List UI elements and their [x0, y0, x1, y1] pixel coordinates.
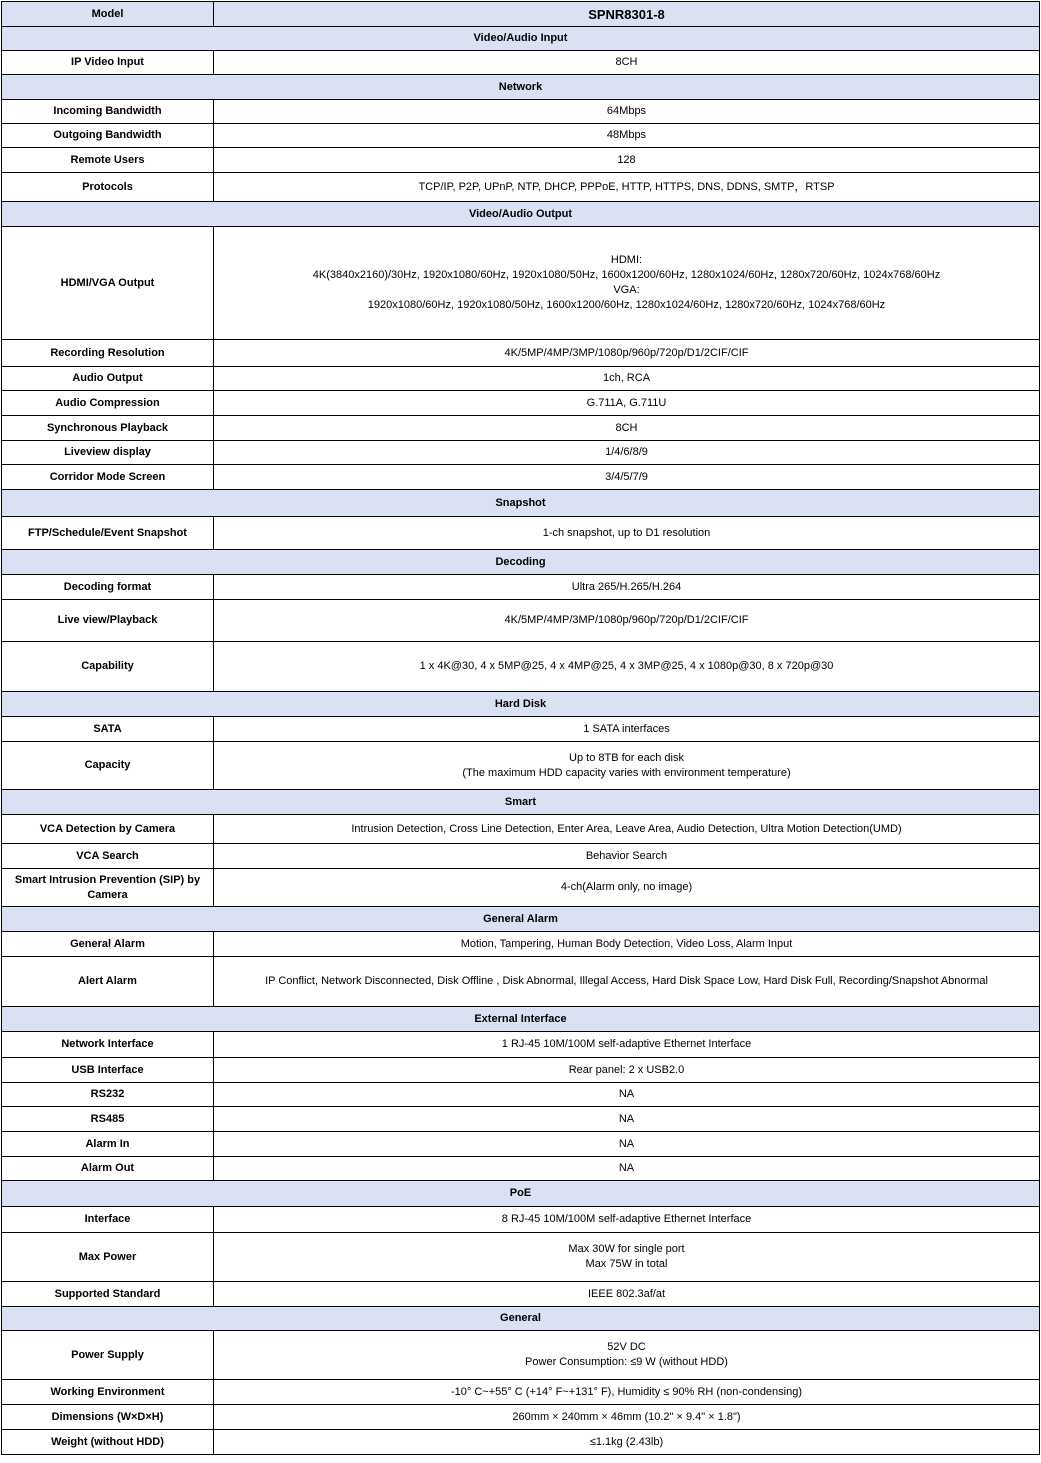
section-title: Smart: [2, 790, 1040, 815]
spec-value: 8CH: [214, 51, 1040, 75]
spec-row: [2, 1132, 1040, 1157]
spec-value: Ultra 265/H.265/H.264: [214, 575, 1040, 600]
spec-value: 1 x 4K@30, 4 x 5MP@25, 4 x 4MP@25, 4 x 3MP@25, 4 x 1080p@30, 8 x 720p@30: [214, 642, 1040, 692]
spec-label: Working Environment: [2, 1380, 214, 1405]
spec-row: [2, 1282, 1040, 1307]
section-header-row: [2, 490, 1040, 517]
spec-row: [2, 1058, 1040, 1083]
spec-label: Network Interface: [2, 1032, 214, 1058]
spec-label: Corridor Mode Screen: [2, 465, 214, 490]
spec-label: VCA Detection by Camera: [2, 815, 214, 844]
spec-label: Max Power: [2, 1233, 214, 1282]
spec-value: 260mm × 240mm × 46mm (10.2" × 9.4" × 1.8"): [214, 1405, 1040, 1430]
spec-value: Behavior Search: [214, 844, 1040, 869]
spec-label: VCA Search: [2, 844, 214, 869]
spec-value: NA: [214, 1083, 1040, 1107]
spec-row: [2, 148, 1040, 173]
spec-label: Alarm Out: [2, 1157, 214, 1181]
spec-value: 1/4/6/8/9: [214, 441, 1040, 465]
spec-value: 1ch, RCA: [214, 367, 1040, 391]
spec-label: Capacity: [2, 742, 214, 790]
section-title: General: [2, 1307, 1040, 1331]
spec-row: [2, 844, 1040, 869]
spec-table-body: [2, 2, 1040, 1455]
spec-row: [2, 416, 1040, 441]
spec-label: Outgoing Bandwidth: [2, 124, 214, 148]
model-label: Model: [2, 2, 214, 27]
spec-row: [2, 340, 1040, 367]
section-header-row: [2, 27, 1040, 51]
spec-row: [2, 51, 1040, 75]
spec-label: Liveview display: [2, 441, 214, 465]
spec-label: Power Supply: [2, 1331, 214, 1380]
section-title: Network: [2, 75, 1040, 100]
spec-label: Incoming Bandwidth: [2, 100, 214, 124]
spec-table: [1, 1, 1040, 1455]
spec-value: HDMI: 4K(3840x2160)/30Hz, 1920x1080/60Hz, 1920x1080/50Hz, 1600x1200/60Hz, 1280x1024/60Hz, 1280x720/60Hz, 1024x768/60Hz VGA: 1920x1080/60Hz, 1920x1080/50Hz, 1600x1200/60Hz, 1280x1024/60Hz, 1280x720/60Hz, 1024x768/60Hz: [214, 227, 1040, 340]
spec-row: [2, 367, 1040, 391]
spec-row: [2, 600, 1040, 642]
spec-label: Live view/Playback: [2, 600, 214, 642]
spec-row: [2, 391, 1040, 416]
spec-label: Smart Intrusion Prevention (SIP) by Camera: [2, 869, 214, 907]
spec-value: TCP/IP, P2P, UPnP, NTP, DHCP, PPPoE, HTTP, HTTPS, DNS, DDNS, SMTP，RTSP: [214, 173, 1040, 202]
spec-label: Audio Compression: [2, 391, 214, 416]
section-header-row: [2, 202, 1040, 227]
spec-row: [2, 815, 1040, 844]
section-header-row: [2, 550, 1040, 575]
spec-label: RS485: [2, 1107, 214, 1132]
section-title: PoE: [2, 1181, 1040, 1207]
section-header-row: [2, 1007, 1040, 1032]
spec-label: Interface: [2, 1207, 214, 1233]
spec-row: [2, 1430, 1040, 1455]
spec-value: IEEE 802.3af/at: [214, 1282, 1040, 1307]
spec-row: [2, 1380, 1040, 1405]
spec-row: [2, 1083, 1040, 1107]
spec-value: Max 30W for single port Max 75W in total: [214, 1233, 1040, 1282]
spec-label: Alert Alarm: [2, 957, 214, 1007]
spec-value: Motion, Tampering, Human Body Detection, Video Loss, Alarm Input: [214, 932, 1040, 957]
spec-label: Weight (without HDD): [2, 1430, 214, 1455]
spec-label: Capability: [2, 642, 214, 692]
spec-row: [2, 742, 1040, 790]
section-title: General Alarm: [2, 907, 1040, 932]
spec-row: [2, 1207, 1040, 1233]
section-title: Decoding: [2, 550, 1040, 575]
spec-label: Recording Resolution: [2, 340, 214, 367]
spec-row: [2, 517, 1040, 550]
spec-value: G.711A, G.711U: [214, 391, 1040, 416]
spec-value: IP Conflict, Network Disconnected, Disk Offline , Disk Abnormal, Illegal Access, Hard Disk Space Low, Hard Disk Full, Recording/Snapshot Abnormal: [214, 957, 1040, 1007]
spec-row: [2, 441, 1040, 465]
spec-value: ≤1.1kg (2.43lb): [214, 1430, 1040, 1455]
spec-label: SATA: [2, 717, 214, 742]
section-title: External Interface: [2, 1007, 1040, 1032]
spec-label: Decoding format: [2, 575, 214, 600]
spec-label: Supported Standard: [2, 1282, 214, 1307]
section-title: Hard Disk: [2, 692, 1040, 717]
spec-value: NA: [214, 1157, 1040, 1181]
spec-row: [2, 1233, 1040, 1282]
section-title: Video/Audio Output: [2, 202, 1040, 227]
spec-row: [2, 100, 1040, 124]
spec-label: General Alarm: [2, 932, 214, 957]
spec-value: 52V DC Power Consumption: ≤9 W (without HDD): [214, 1331, 1040, 1380]
section-header-row: [2, 692, 1040, 717]
spec-label: RS232: [2, 1083, 214, 1107]
spec-value: 3/4/5/7/9: [214, 465, 1040, 490]
spec-row: [2, 932, 1040, 957]
spec-value: 4-ch(Alarm only, no image): [214, 869, 1040, 907]
spec-label: USB Interface: [2, 1058, 214, 1083]
section-header-row: [2, 907, 1040, 932]
spec-row: [2, 957, 1040, 1007]
spec-row: [2, 642, 1040, 692]
spec-value: 4K/5MP/4MP/3MP/1080p/960p/720p/D1/2CIF/CIF: [214, 340, 1040, 367]
spec-value: -10° C~+55° C (+14° F~+131° F), Humidity ≤ 90% RH (non-condensing): [214, 1380, 1040, 1405]
section-header-row: [2, 1307, 1040, 1331]
spec-row: [2, 465, 1040, 490]
spec-row: [2, 1331, 1040, 1380]
spec-value: 64Mbps: [214, 100, 1040, 124]
spec-label: Protocols: [2, 173, 214, 202]
section-title: Video/Audio Input: [2, 27, 1040, 51]
spec-value: Intrusion Detection, Cross Line Detection, Enter Area, Leave Area, Audio Detection, Ultra Motion Detection(UMD): [214, 815, 1040, 844]
spec-row: [2, 717, 1040, 742]
spec-row: [2, 173, 1040, 202]
spec-row: [2, 1157, 1040, 1181]
spec-row: [2, 575, 1040, 600]
spec-value: Up to 8TB for each disk (The maximum HDD capacity varies with environment temperature): [214, 742, 1040, 790]
spec-label: Dimensions (W×D×H): [2, 1405, 214, 1430]
spec-label: Alarm In: [2, 1132, 214, 1157]
spec-label: Remote Users: [2, 148, 214, 173]
model-header-row: [2, 2, 1040, 27]
spec-value: 8CH: [214, 416, 1040, 441]
spec-value: Rear panel: 2 x USB2.0: [214, 1058, 1040, 1083]
spec-value: 1 RJ-45 10M/100M self-adaptive Ethernet Interface: [214, 1032, 1040, 1058]
spec-row: [2, 1107, 1040, 1132]
spec-value: NA: [214, 1107, 1040, 1132]
spec-value: 128: [214, 148, 1040, 173]
section-header-row: [2, 75, 1040, 100]
spec-label: FTP/Schedule/Event Snapshot: [2, 517, 214, 550]
spec-row: [2, 227, 1040, 340]
model-value: SPNR8301-8: [214, 2, 1040, 27]
spec-label: IP Video Input: [2, 51, 214, 75]
spec-label: Synchronous Playback: [2, 416, 214, 441]
section-title: Snapshot: [2, 490, 1040, 517]
spec-value: 8 RJ-45 10M/100M self-adaptive Ethernet Interface: [214, 1207, 1040, 1233]
spec-value: 1 SATA interfaces: [214, 717, 1040, 742]
spec-row: [2, 869, 1040, 907]
spec-row: [2, 1405, 1040, 1430]
spec-value: 48Mbps: [214, 124, 1040, 148]
spec-row: [2, 124, 1040, 148]
section-header-row: [2, 790, 1040, 815]
spec-value: NA: [214, 1132, 1040, 1157]
spec-label: Audio Output: [2, 367, 214, 391]
spec-value: 1-ch snapshot, up to D1 resolution: [214, 517, 1040, 550]
section-header-row: [2, 1181, 1040, 1207]
spec-label: HDMI/VGA Output: [2, 227, 214, 340]
spec-row: [2, 1032, 1040, 1058]
spec-value: 4K/5MP/4MP/3MP/1080p/960p/720p/D1/2CIF/CIF: [214, 600, 1040, 642]
